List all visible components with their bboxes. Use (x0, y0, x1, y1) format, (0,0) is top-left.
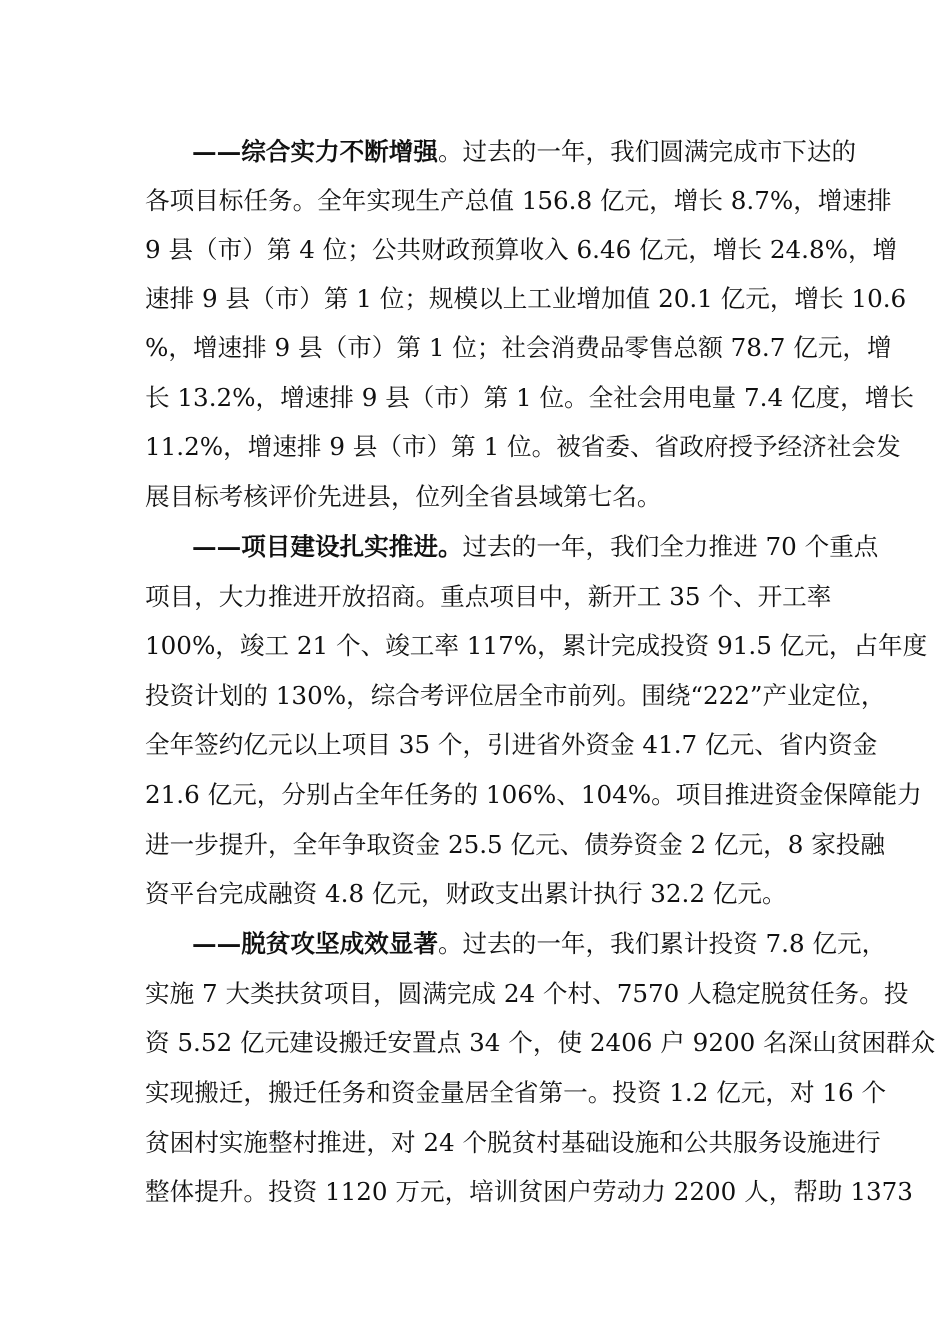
paragraph-2-line-7: 进一步提升，全年争取资金 25.5 亿元、债券资金 2 亿元，8 家投融 (145, 830, 885, 859)
paragraph-1-line-3: 9 县（市）第 4 位；公共财政预算收入 6.46 亿元，增长 24.8%，增 (145, 235, 898, 264)
paragraph-3-line-4: 实现搬迁，搬迁任务和资金量居全省第一。投资 1.2 亿元，对 16 个 (145, 1078, 887, 1107)
paragraph-1-line-7: 11.2%，增速排 9 县（市）第 1 位。被省委、省政府授予经济社会发 (145, 432, 901, 461)
paragraph-1-line-6: 长 13.2%，增速排 9 县（市）第 1 位。全社会用电量 7.4 亿度，增长 (145, 383, 914, 412)
paragraph-2-text: 过去的一年，我们全力推进 70 个重点 (462, 532, 879, 561)
paragraph-2-line-4: 投资计划的 130%，综合考评位居全市前列。围绕“222”产业定位， (145, 681, 886, 710)
paragraph-2-line-3: 100%，竣工 21 个、竣工率 117%，累计完成投资 91.5 亿元，占年度 (145, 631, 928, 660)
paragraph-1-line-1 (192, 127, 857, 177)
paragraph-3-line-3: 资 5.52 亿元建设搬迁安置点 34 个，使 2406 户 9200 名深山贫困群众 (145, 1028, 936, 1057)
paragraph-2-line-2: 项目，大力推进开放招商。重点项目中，新开工 35 个、开工率 (145, 582, 832, 611)
paragraph-1-line-4: 速排 9 县（市）第 1 位；规模以上工业增加值 20.1 亿元，增长 10.6 (145, 284, 907, 313)
paragraph-1-line-8: 展目标考核评价先进县，位列全省县域第七名。 (145, 482, 662, 511)
paragraph-2-line-1 (192, 522, 879, 572)
paragraph-3-text: 。过去的一年，我们累计投资 7.8 亿元， (437, 929, 887, 958)
paragraph-1-text: 。过去的一年，我们圆满完成市下达的 (437, 137, 857, 166)
paragraph-2-line-5: 全年签约亿元以上项目 35 个，引进省外资金 41.7 亿元、省内资金 (145, 730, 878, 759)
paragraph-1-line-2: 各项目标任务。全年实现生产总值 156.8 亿元，增长 8.7%，增速排 (145, 186, 892, 215)
paragraph-3-line-1 (192, 919, 887, 969)
paragraph-1-line-5: %，增速排 9 县（市）第 1 位；社会消费品零售总额 78.7 亿元，增 (145, 333, 892, 362)
paragraph-2-line-6: 21.6 亿元，分别占全年任务的 106%、104%。项目推进资金保障能力 (145, 780, 922, 809)
paragraph-3-line-6: 整体提升。投资 1120 万元，培训贫困户劳动力 2200 人，帮助 1373 (145, 1177, 913, 1206)
paragraph-3-line-5: 贫困村实施整村推进，对 24 个脱贫村基础设施和公共服务设施进行 (145, 1128, 881, 1157)
paragraph-2-heading: ——项目建设扎实推进。 (192, 532, 463, 561)
paragraph-3-heading: ——脱贫攻坚成效显著 (192, 929, 438, 958)
paragraph-2-line-8: 资平台完成融资 4.8 亿元，财政支出累计执行 32.2 亿元。 (145, 879, 787, 908)
paragraph-1-heading: ——综合实力不断增强 (192, 137, 438, 166)
paragraph-3-line-2: 实施 7 大类扶贫项目，圆满完成 24 个村、7570 人稳定脱贫任务。投 (145, 979, 909, 1008)
